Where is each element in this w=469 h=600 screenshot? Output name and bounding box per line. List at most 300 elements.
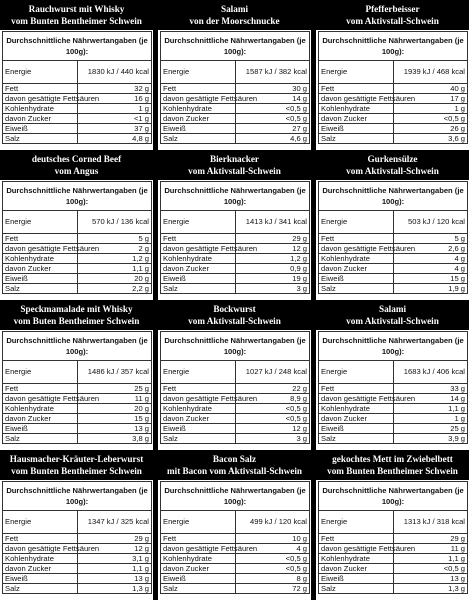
nutrition-row xyxy=(319,134,468,144)
nutrient-value: 2,6 g xyxy=(393,244,468,254)
nutrient-label: Salz xyxy=(3,134,78,144)
product-card xyxy=(158,300,311,450)
nutrition-panel xyxy=(158,30,311,150)
nutrient-value: 1313 kJ / 318 kcal xyxy=(393,511,468,534)
nutrition-row xyxy=(3,94,152,104)
nutrient-value: 19 g xyxy=(235,274,310,284)
nutrition-table xyxy=(2,481,152,594)
nutrient-label: Energie xyxy=(3,211,78,234)
nutrient-label: Fett xyxy=(3,534,78,544)
nutrient-label: Fett xyxy=(319,384,394,394)
nutrition-table xyxy=(160,181,310,294)
nutrient-value: 17 g xyxy=(393,94,468,104)
nutrition-table-header xyxy=(3,32,152,61)
product-origin: vom Angus xyxy=(54,166,99,176)
nutrition-row xyxy=(161,124,310,134)
nutrient-value: 570 kJ / 136 kcal xyxy=(77,211,152,234)
nutrition-row xyxy=(319,574,468,584)
nutrient-label: Eiweiß xyxy=(161,274,236,284)
nutrient-value: 1939 kJ / 468 kcal xyxy=(393,61,468,84)
nutrient-value: 10 g xyxy=(235,534,310,544)
nutrition-row xyxy=(3,134,152,144)
nutrient-value: 37 g xyxy=(77,124,152,134)
nutrition-header-text: Durchschnittliche Nährwertangaben (je 100g): xyxy=(3,182,152,211)
nutrition-row xyxy=(3,434,152,444)
product-title xyxy=(158,0,311,30)
nutrient-value: 11 g xyxy=(393,544,468,554)
nutrient-value: 27 g xyxy=(235,124,310,134)
product-origin: von der Moorschnucke xyxy=(189,16,280,26)
nutrition-row xyxy=(161,434,310,444)
nutrient-value: 14 g xyxy=(393,394,468,404)
nutrition-table xyxy=(318,331,468,444)
nutrition-panel xyxy=(158,180,311,300)
nutrient-label: Kohlenhydrate xyxy=(319,254,394,264)
nutrient-value: 1,1 g xyxy=(393,404,468,414)
nutrition-panel xyxy=(0,180,153,300)
nutrient-label: Salz xyxy=(161,434,236,444)
nutrition-table xyxy=(318,181,468,294)
nutrition-row xyxy=(319,424,468,434)
nutrient-label: davon Zucker xyxy=(161,564,236,574)
nutrition-table-header xyxy=(319,32,468,61)
nutrient-value: 25 g xyxy=(77,384,152,394)
nutrient-value: 12 g xyxy=(235,244,310,254)
nutrition-row xyxy=(319,264,468,274)
nutrient-value: 4,8 g xyxy=(77,134,152,144)
nutrition-panel xyxy=(0,330,153,450)
nutrient-label: davon gesättigte Fettsäuren xyxy=(319,394,394,404)
nutrient-label: Salz xyxy=(319,584,394,594)
nutrition-row xyxy=(3,361,152,384)
nutrient-label: davon gesättigte Fettsäuren xyxy=(319,94,394,104)
nutrition-header-text: Durchschnittliche Nährwertangaben (je 100g): xyxy=(319,182,468,211)
nutrition-panel xyxy=(316,330,469,450)
nutrient-value: <0,5 g xyxy=(235,564,310,574)
nutrient-value: 499 kJ / 120 kcal xyxy=(235,511,310,534)
nutrition-row xyxy=(319,84,468,94)
product-origin: vom Aktivstall-Schwein xyxy=(346,166,439,176)
nutrient-label: davon Zucker xyxy=(161,264,236,274)
nutrient-label: Energie xyxy=(319,61,394,84)
nutrient-label: davon Zucker xyxy=(319,264,394,274)
nutrient-label: Energie xyxy=(3,361,78,384)
nutrient-label: Eiweiß xyxy=(3,574,78,584)
nutrient-label: Salz xyxy=(161,584,236,594)
nutrient-value: 40 g xyxy=(393,84,468,94)
nutrition-row xyxy=(161,534,310,544)
product-title xyxy=(316,0,469,30)
nutrition-header-text: Durchschnittliche Nährwertangaben (je 100g): xyxy=(161,482,310,511)
nutrition-row xyxy=(319,124,468,134)
product-name: Hausmacher-Kräuter-Leberwurst xyxy=(9,454,144,464)
nutrition-header-text: Durchschnittliche Nährwertangaben (je 100g): xyxy=(3,482,152,511)
nutrition-row xyxy=(3,404,152,414)
nutrition-row xyxy=(161,244,310,254)
nutrient-label: davon gesättigte Fettsäuren xyxy=(3,394,78,404)
nutrition-row xyxy=(3,394,152,404)
nutrition-row xyxy=(3,61,152,84)
nutrition-panel xyxy=(0,480,153,600)
nutrition-table xyxy=(2,181,152,294)
nutrition-row xyxy=(161,284,310,294)
nutrient-label: davon gesättigte Fettsäuren xyxy=(3,244,78,254)
nutrient-value: 1,3 g xyxy=(77,584,152,594)
nutrition-table xyxy=(318,31,468,144)
nutrient-value: 22 g xyxy=(235,384,310,394)
product-card xyxy=(0,150,153,300)
nutrient-value: 25 g xyxy=(393,424,468,434)
nutrient-value: 4 g xyxy=(393,254,468,264)
nutrient-value: 5 g xyxy=(393,234,468,244)
nutrition-row xyxy=(3,284,152,294)
nutrient-label: Kohlenhydrate xyxy=(161,104,236,114)
nutrition-row xyxy=(161,274,310,284)
nutrient-value: 30 g xyxy=(235,84,310,94)
nutrient-value: 1,1 g xyxy=(77,564,152,574)
nutrition-row xyxy=(319,234,468,244)
nutrition-row xyxy=(319,534,468,544)
nutrient-label: davon Zucker xyxy=(3,114,78,124)
nutrient-label: Kohlenhydrate xyxy=(3,404,78,414)
nutrition-row xyxy=(161,234,310,244)
product-name: Speckmamalade mit Whisky xyxy=(20,304,133,314)
nutrient-label: Salz xyxy=(3,434,78,444)
nutrient-value: 503 kJ / 120 kcal xyxy=(393,211,468,234)
product-name: Bierknacker xyxy=(210,154,259,164)
nutrition-row xyxy=(161,211,310,234)
nutrition-table xyxy=(160,481,310,594)
nutrition-row xyxy=(3,104,152,114)
product-title xyxy=(316,150,469,180)
product-card xyxy=(0,300,153,450)
nutrient-value: <0,5 g xyxy=(393,114,468,124)
nutrition-row xyxy=(3,211,152,234)
nutrient-label: Eiweiß xyxy=(319,574,394,584)
nutrient-value: 29 g xyxy=(393,534,468,544)
nutrition-row xyxy=(161,414,310,424)
product-name: Gurkensülze xyxy=(367,154,418,164)
nutrient-label: Energie xyxy=(3,511,78,534)
nutrition-table-header xyxy=(319,182,468,211)
product-name: Salami xyxy=(378,304,407,314)
nutrient-value: 13 g xyxy=(77,424,152,434)
nutrient-value: <0,5 g xyxy=(235,554,310,564)
nutrient-label: Kohlenhydrate xyxy=(3,254,78,264)
nutrient-label: Kohlenhydrate xyxy=(161,254,236,264)
nutrition-row xyxy=(161,254,310,264)
product-title xyxy=(316,300,469,330)
nutrition-panel xyxy=(158,330,311,450)
nutrient-label: davon Zucker xyxy=(161,414,236,424)
nutrient-label: Kohlenhydrate xyxy=(161,404,236,414)
nutrition-row xyxy=(161,404,310,414)
nutrient-value: 1683 kJ / 406 kcal xyxy=(393,361,468,384)
nutrient-label: Kohlenhydrate xyxy=(3,104,78,114)
nutrient-label: Fett xyxy=(3,84,78,94)
nutrient-value: 1 g xyxy=(393,104,468,114)
nutrient-label: davon gesättigte Fettsäuren xyxy=(3,94,78,104)
nutrition-row xyxy=(319,361,468,384)
nutrient-value: 1,9 g xyxy=(393,284,468,294)
nutrition-row xyxy=(319,94,468,104)
nutrient-value: 1413 kJ / 341 kcal xyxy=(235,211,310,234)
product-card xyxy=(158,450,311,600)
nutrient-value: 1 g xyxy=(77,104,152,114)
nutrient-label: Salz xyxy=(161,284,236,294)
nutrition-header-text: Durchschnittliche Nährwertangaben (je 100g): xyxy=(3,332,152,361)
nutrient-value: 20 g xyxy=(77,274,152,284)
nutrition-header-text: Durchschnittliche Nährwertangaben (je 100g): xyxy=(319,332,468,361)
nutrient-value: 3,1 g xyxy=(77,554,152,564)
nutrition-row xyxy=(161,574,310,584)
nutrition-table-header xyxy=(161,32,310,61)
nutrient-label: davon gesättigte Fettsäuren xyxy=(3,544,78,554)
product-title xyxy=(0,300,153,330)
nutrient-value: 1,1 g xyxy=(77,264,152,274)
nutrient-label: Fett xyxy=(3,234,78,244)
nutrient-label: Energie xyxy=(161,361,236,384)
nutrition-table-header xyxy=(161,482,310,511)
nutrient-label: Fett xyxy=(319,234,394,244)
nutrition-row xyxy=(161,511,310,534)
nutrition-row xyxy=(319,404,468,414)
nutrition-row xyxy=(319,211,468,234)
nutrient-label: davon Zucker xyxy=(3,414,78,424)
nutrient-label: Eiweiß xyxy=(319,124,394,134)
nutrition-panel xyxy=(316,480,469,600)
nutrition-row xyxy=(3,554,152,564)
nutrition-row xyxy=(319,511,468,534)
nutrition-row xyxy=(3,254,152,264)
nutrition-row xyxy=(3,384,152,394)
nutrition-row xyxy=(3,574,152,584)
nutrient-label: Fett xyxy=(161,384,236,394)
nutrition-header-text: Durchschnittliche Nährwertangaben (je 100g): xyxy=(161,332,310,361)
nutrition-row xyxy=(3,584,152,594)
nutrient-label: Eiweiß xyxy=(161,124,236,134)
nutrition-table xyxy=(2,31,152,144)
nutrition-header-text: Durchschnittliche Nährwertangaben (je 100g): xyxy=(319,32,468,61)
product-title xyxy=(0,0,153,30)
nutrient-label: Energie xyxy=(3,61,78,84)
nutrition-row xyxy=(161,94,310,104)
nutrient-label: Fett xyxy=(161,534,236,544)
product-name: deutsches Corned Beef xyxy=(31,154,122,164)
nutrient-value: 1587 kJ / 382 kcal xyxy=(235,61,310,84)
product-origin: vom Aktivstall-Schwein xyxy=(346,16,439,26)
nutrition-row xyxy=(3,234,152,244)
product-card xyxy=(0,450,153,600)
nutrient-label: Salz xyxy=(319,284,394,294)
nutrient-label: Eiweiß xyxy=(3,424,78,434)
nutrient-label: davon Zucker xyxy=(161,114,236,124)
product-title xyxy=(0,150,153,180)
nutrient-value: 1,1 g xyxy=(393,554,468,564)
product-title xyxy=(158,450,311,480)
nutrition-row xyxy=(3,244,152,254)
nutrition-row xyxy=(319,384,468,394)
nutrient-label: Eiweiß xyxy=(161,574,236,584)
nutrient-value: 3 g xyxy=(235,434,310,444)
nutrition-row xyxy=(161,84,310,94)
nutrition-row xyxy=(319,394,468,404)
nutrition-row xyxy=(3,264,152,274)
nutrition-table xyxy=(160,331,310,444)
nutrient-label: Kohlenhydrate xyxy=(161,554,236,564)
nutrient-label: Eiweiß xyxy=(161,424,236,434)
nutrient-label: davon gesättigte Fettsäuren xyxy=(161,244,236,254)
product-name: Rauchwurst mit Whisky xyxy=(28,4,125,14)
product-name: gekochtes Mett im Zwiebelbett xyxy=(332,454,453,464)
nutrient-value: 32 g xyxy=(77,84,152,94)
nutrition-row xyxy=(319,414,468,424)
nutrient-value: 15 g xyxy=(77,414,152,424)
product-title xyxy=(0,450,153,480)
nutrition-row xyxy=(319,61,468,84)
nutrient-label: davon gesättigte Fettsäuren xyxy=(161,394,236,404)
nutrient-value: 8,9 g xyxy=(235,394,310,404)
nutrition-row xyxy=(3,414,152,424)
nutrient-value: <0,5 g xyxy=(393,564,468,574)
nutrient-value: 29 g xyxy=(77,534,152,544)
nutrient-value: <0,5 g xyxy=(235,114,310,124)
nutrient-value: 20 g xyxy=(77,404,152,414)
nutrition-table-header xyxy=(3,482,152,511)
nutrient-label: Kohlenhydrate xyxy=(319,554,394,564)
nutrition-row xyxy=(319,554,468,564)
nutrient-label: davon gesättigte Fettsäuren xyxy=(161,544,236,554)
nutrient-value: 0,9 g xyxy=(235,264,310,274)
nutrient-value: 11 g xyxy=(77,394,152,404)
nutrient-label: Eiweiß xyxy=(319,274,394,284)
nutrient-label: Fett xyxy=(319,534,394,544)
nutrient-label: davon Zucker xyxy=(319,564,394,574)
nutrient-value: 1347 kJ / 325 kcal xyxy=(77,511,152,534)
nutrient-label: Fett xyxy=(319,84,394,94)
nutrition-row xyxy=(161,424,310,434)
nutrition-row xyxy=(3,424,152,434)
product-origin: vom Aktivstall-Schwein xyxy=(188,166,281,176)
product-name: Salami xyxy=(220,4,249,14)
nutrient-label: Salz xyxy=(3,284,78,294)
nutrient-label: Energie xyxy=(319,511,394,534)
nutrition-row xyxy=(3,124,152,134)
nutrient-label: davon gesättigte Fettsäuren xyxy=(319,244,394,254)
nutrient-label: Eiweiß xyxy=(3,124,78,134)
nutrient-value: 26 g xyxy=(393,124,468,134)
nutrient-label: Fett xyxy=(161,234,236,244)
nutrition-row xyxy=(161,564,310,574)
nutrient-value: <0,5 g xyxy=(235,404,310,414)
nutrient-label: Salz xyxy=(161,134,236,144)
nutrient-label: Eiweiß xyxy=(319,424,394,434)
product-name: Bacon Salz xyxy=(212,454,257,464)
nutrition-row xyxy=(3,274,152,284)
nutrition-row xyxy=(319,584,468,594)
product-card xyxy=(0,0,153,150)
nutrition-header-text: Durchschnittliche Nährwertangaben (je 100g): xyxy=(161,32,310,61)
product-name: Bockwurst xyxy=(213,304,256,314)
nutrient-value: 1 g xyxy=(393,414,468,424)
nutrient-label: Energie xyxy=(161,61,236,84)
nutrient-value: 72 g xyxy=(235,584,310,594)
nutrition-row xyxy=(319,254,468,264)
nutrient-label: davon Zucker xyxy=(319,114,394,124)
nutrient-label: Energie xyxy=(319,361,394,384)
nutrient-value: <0,5 g xyxy=(235,104,310,114)
nutrition-row xyxy=(161,554,310,564)
nutrition-row xyxy=(3,84,152,94)
nutrition-panel xyxy=(316,30,469,150)
nutrient-label: Energie xyxy=(161,511,236,534)
product-origin: vom Aktivstall-Schwein xyxy=(346,316,439,326)
nutrient-value: 1,2 g xyxy=(235,254,310,264)
nutrient-value: 3,6 g xyxy=(393,134,468,144)
product-origin: vom Bunten Bentheimer Schwein xyxy=(11,466,142,476)
nutrient-value: 15 g xyxy=(393,274,468,284)
nutrient-value: 1,2 g xyxy=(77,254,152,264)
nutrition-panel xyxy=(0,30,153,150)
nutrition-row xyxy=(161,544,310,554)
nutrient-label: Energie xyxy=(161,211,236,234)
nutrient-value: <0,5 g xyxy=(235,414,310,424)
product-title xyxy=(158,300,311,330)
nutrition-row xyxy=(319,274,468,284)
nutrient-value: 3,9 g xyxy=(393,434,468,444)
nutrition-row xyxy=(161,384,310,394)
nutrition-row xyxy=(319,284,468,294)
nutrition-table-header xyxy=(319,332,468,361)
product-origin: mit Bacon vom Aktivstall-Schwein xyxy=(166,466,302,476)
nutrition-header-text: Durchschnittliche Nährwertangaben (je 100g): xyxy=(3,32,152,61)
nutrient-value: 1830 kJ / 440 kcal xyxy=(77,61,152,84)
nutrient-value: 13 g xyxy=(393,574,468,584)
nutrition-row xyxy=(319,104,468,114)
product-card xyxy=(158,0,311,150)
product-card xyxy=(316,450,469,600)
nutrient-value: 3,8 g xyxy=(77,434,152,444)
nutrient-value: 2,2 g xyxy=(77,284,152,294)
nutrition-row xyxy=(161,61,310,84)
nutrition-table xyxy=(160,31,310,144)
nutrient-value: 29 g xyxy=(235,234,310,244)
nutrition-row xyxy=(319,434,468,444)
nutrient-value: 4,6 g xyxy=(235,134,310,144)
nutrient-label: Kohlenhydrate xyxy=(3,554,78,564)
nutrient-label: davon gesättigte Fettsäuren xyxy=(161,94,236,104)
nutrition-table-header xyxy=(3,182,152,211)
nutrient-label: davon Zucker xyxy=(3,264,78,274)
nutrition-row xyxy=(319,114,468,124)
nutrient-label: Fett xyxy=(3,384,78,394)
nutrition-row xyxy=(3,564,152,574)
nutrient-value: 4 g xyxy=(235,544,310,554)
nutrient-value: 2 g xyxy=(77,244,152,254)
product-card xyxy=(316,300,469,450)
nutrition-row xyxy=(161,114,310,124)
nutrient-value: 33 g xyxy=(393,384,468,394)
nutrient-value: 16 g xyxy=(77,94,152,104)
nutrition-row xyxy=(3,544,152,554)
nutrition-panel xyxy=(316,180,469,300)
nutrition-panel xyxy=(158,480,311,600)
nutrition-table xyxy=(318,481,468,594)
nutrient-value: 12 g xyxy=(235,424,310,434)
nutrition-table-header xyxy=(319,482,468,511)
nutrition-table xyxy=(2,331,152,444)
nutrition-row xyxy=(161,104,310,114)
